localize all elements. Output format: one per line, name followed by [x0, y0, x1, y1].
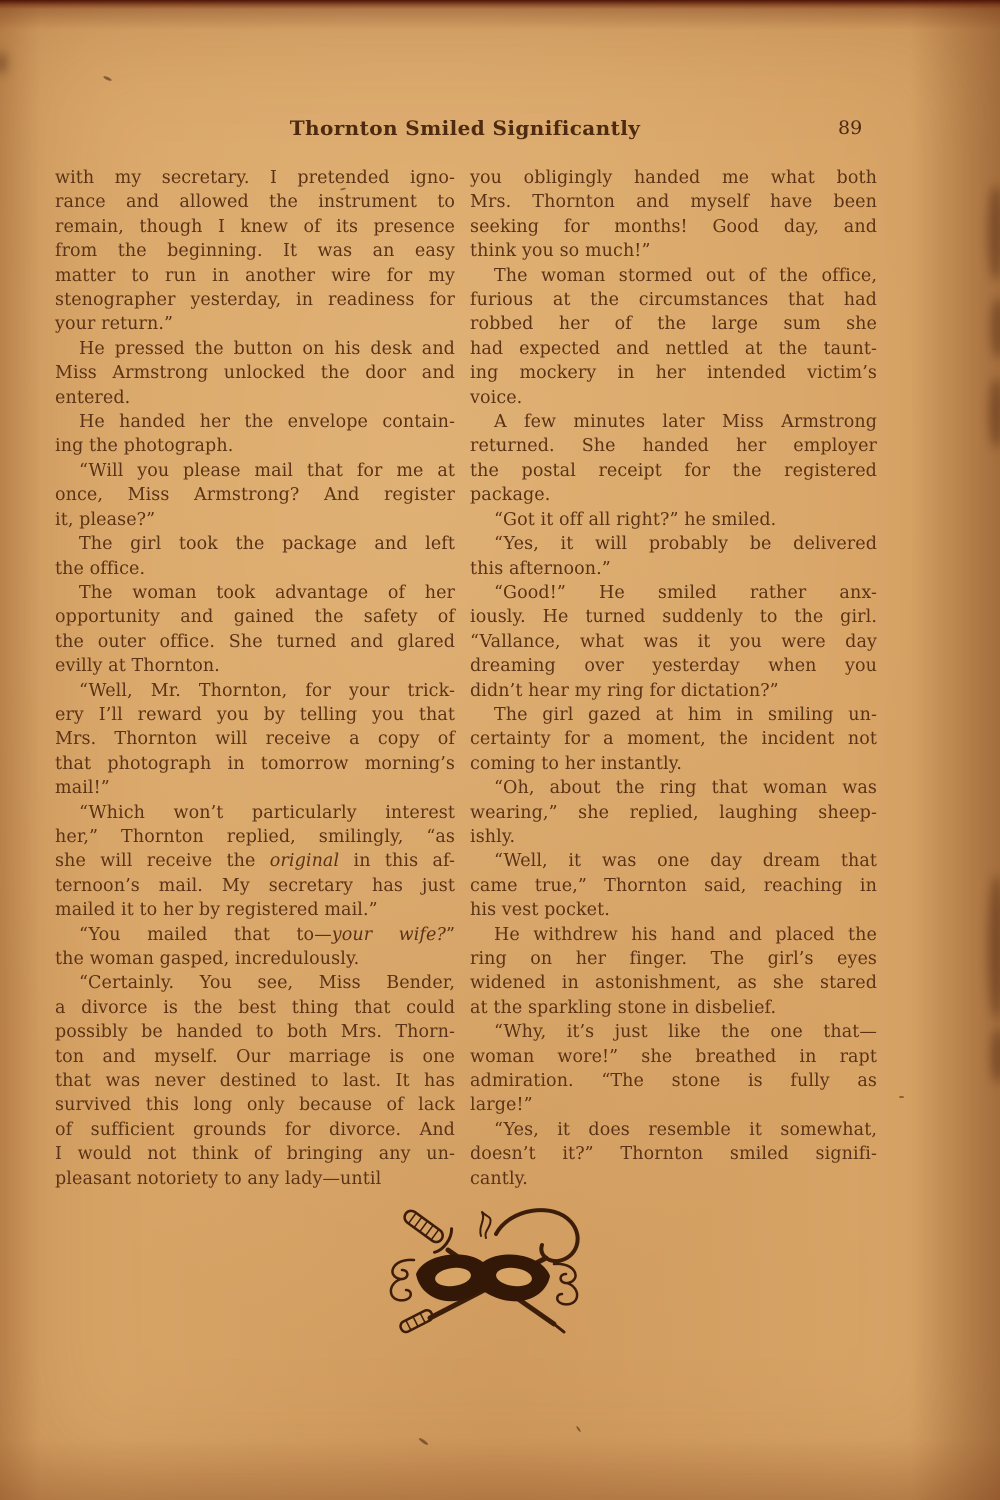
text-line: possibly be handed to both Mrs. Thorn-	[55, 1022, 455, 1043]
page-edge-shadow	[988, 875, 1000, 1020]
text-line: at the sparkling stone in disbelief.	[470, 997, 777, 1018]
text-line: package.	[470, 485, 551, 506]
paper-speck	[103, 75, 112, 82]
page-edge-shadow	[991, 298, 1000, 358]
text-line: the outer office. She turned and glared	[55, 631, 455, 652]
text-line: voice.	[470, 387, 523, 408]
paragraph	[470, 508, 877, 532]
text-line: her,” Thornton replied, smilingly, “as	[55, 826, 455, 847]
paragraph	[55, 410, 455, 459]
text-line: it, please?”	[55, 509, 156, 530]
text-line: remain, though I knew of its presence	[55, 216, 455, 237]
text-line: “You mailed that to—your wife?”	[79, 924, 455, 945]
paragraph	[55, 679, 455, 801]
page-edge-shadow	[988, 185, 1000, 280]
text-line: I would not think of bringing any un-	[55, 1144, 455, 1165]
paragraph	[55, 532, 455, 581]
text-line: He pressed the button on his desk and	[79, 338, 455, 359]
page-number: 89	[838, 117, 863, 139]
paragraph	[470, 1118, 877, 1191]
text-line: “Well, it was one day dream that	[494, 851, 877, 872]
paragraph	[470, 410, 877, 508]
text-line: Miss Armstrong unlocked the door and	[55, 363, 455, 384]
page-edge-shadow	[989, 378, 1000, 448]
paragraph	[470, 166, 877, 264]
text-line: mail!”	[55, 778, 110, 799]
text-line: evilly at Thornton.	[55, 656, 220, 677]
text-line: “Why, it’s just like the one that—	[494, 1022, 877, 1043]
text-line: your return.”	[55, 314, 174, 335]
text-line: the woman gasped, incredulously.	[55, 949, 360, 969]
text-line: The girl gazed at him in smiling un-	[494, 704, 877, 725]
paragraph	[470, 849, 877, 922]
text-line: ternoon’s mail. My secretary has just	[55, 875, 455, 896]
paragraph	[55, 459, 455, 532]
text-line: entered.	[55, 387, 131, 408]
text-line: cantly.	[470, 1168, 528, 1189]
text-line: “Good!” He smiled rather anx-	[494, 582, 877, 603]
text-line: rance and allowed the instrument to	[55, 192, 455, 213]
text-line: a divorce is the best thing that could	[55, 997, 455, 1018]
text-line: large!”	[470, 1095, 533, 1116]
paragraph	[470, 264, 877, 410]
text-line: The woman stormed out of the office,	[494, 265, 877, 286]
text-line: think you so much!”	[470, 241, 651, 262]
left-column	[55, 166, 455, 1191]
page-title: Thornton Smiled Significantly	[289, 116, 641, 140]
paragraph	[470, 703, 877, 776]
text-line: of sufficient grounds for divorce. And	[55, 1119, 455, 1140]
paragraph	[55, 166, 455, 337]
text-line: ing the photograph.	[55, 436, 234, 457]
text-line: He withdrew his hand and placed the	[494, 924, 877, 945]
page-edge-shadow	[0, 52, 7, 74]
text-line: once, Miss Armstrong? And register	[55, 485, 455, 506]
text-line: had expected and nettled at the taunt-	[470, 338, 877, 359]
text-line: The girl took the package and left	[79, 534, 455, 555]
text-line: admiration. “The stone is fully as	[470, 1071, 877, 1092]
paragraph	[55, 337, 455, 410]
text-line: the office.	[55, 558, 146, 579]
text-line: pleasant notoriety to any lady—until	[55, 1168, 382, 1189]
mask-and-daggers-ornament-icon	[378, 1200, 590, 1338]
text-line: He handed her the envelope contain-	[79, 412, 455, 433]
text-line: certainty for a moment, the incident not	[470, 729, 877, 750]
text-line: “Will you please mail that for me at	[79, 460, 455, 481]
text-line: that was never destined to last. It has	[55, 1071, 455, 1092]
paragraph	[470, 581, 877, 703]
paragraph	[470, 1020, 877, 1118]
right-column	[470, 166, 877, 1191]
text-line: “Which won’t particularly interest	[79, 802, 455, 823]
text-line: ing mockery in her intended victim’s	[470, 363, 877, 384]
page-edge-shadow	[991, 1028, 1000, 1083]
text-line: seeking for months! Good day, and	[470, 216, 877, 237]
text-line: “Got it off all right?” he smiled.	[494, 509, 777, 530]
text-line: came true,” Thornton said, reaching in	[470, 875, 877, 896]
text-line: robbed her of the large sum she	[470, 314, 877, 335]
text-line: the postal receipt for the registered	[470, 460, 877, 481]
text-line: ishly.	[470, 826, 516, 847]
text-line: ery I’ll reward you by telling you that	[55, 704, 455, 725]
text-line: “Yes, it does resemble it somewhat,	[494, 1119, 877, 1140]
text-line: opportunity and gained the safety of	[55, 607, 455, 628]
text-line: stenographer yesterday, in readiness for	[55, 290, 455, 311]
text-line: didn’t hear my ring for dictation?”	[470, 680, 779, 701]
paper-speck	[899, 1096, 904, 1098]
text-line: his vest pocket.	[470, 900, 610, 921]
paragraph	[55, 971, 455, 1191]
text-line: returned. She handed her employer	[470, 436, 877, 457]
paragraph	[470, 776, 877, 849]
text-line: The woman took advantage of her	[79, 582, 455, 603]
text-line: widened in astonishment, as she stared	[470, 973, 877, 994]
text-line: woman wore!” she breathed in rapt	[470, 1046, 877, 1067]
text-line: ring on her finger. The girl’s eyes	[470, 949, 877, 969]
paragraph	[55, 581, 455, 679]
paragraph	[55, 923, 455, 972]
paragraph	[470, 923, 877, 1021]
page-top-edge-shadow	[0, 0, 1000, 9]
text-line: she will receive the original in this af-	[55, 851, 455, 872]
text-line: you obligingly handed me what both	[470, 168, 877, 188]
text-line: “Well, Mr. Thornton, for your trick-	[79, 680, 455, 701]
paper-speck	[418, 1437, 429, 1446]
text-line: with my secretary. I pretended igno-	[55, 168, 455, 188]
text-line: “Oh, about the ring that woman was	[494, 778, 877, 799]
paper-speck	[576, 1426, 582, 1433]
text-line: survived this long only because of lack	[55, 1095, 455, 1116]
text-line: doesn’t it?” Thornton smiled signifi-	[470, 1144, 877, 1165]
text-line: coming to her instantly.	[470, 753, 682, 774]
text-line: furious at the circumstances that had	[470, 290, 877, 311]
text-line: iously. He turned suddenly to the girl.	[470, 607, 877, 628]
text-line: dreaming over yesterday when you	[470, 656, 877, 677]
paragraph	[470, 532, 877, 581]
text-line: matter to run in another wire for my	[55, 265, 455, 286]
text-line: “Vallance, what was it you were day	[470, 631, 877, 652]
text-line: from the beginning. It was an easy	[55, 241, 455, 262]
text-line: this afternoon.”	[470, 558, 611, 579]
text-line: “Yes, it will probably be delivered	[494, 534, 877, 555]
text-line: Mrs. Thornton and myself have been	[470, 192, 877, 213]
text-line: that photograph in tomorrow morning’s	[55, 753, 455, 774]
text-line: “Certainly. You see, Miss Bender,	[79, 973, 455, 994]
text-line: ton and myself. Our marriage is one	[55, 1046, 455, 1067]
text-columns	[55, 166, 877, 1191]
paragraph	[55, 801, 455, 923]
text-line: wearing,” she replied, laughing sheep-	[470, 802, 877, 823]
text-line: Mrs. Thornton will receive a copy of	[55, 729, 455, 750]
text-line: A few minutes later Miss Armstrong	[494, 412, 877, 433]
text-line: mailed it to her by registered mail.”	[55, 900, 378, 921]
